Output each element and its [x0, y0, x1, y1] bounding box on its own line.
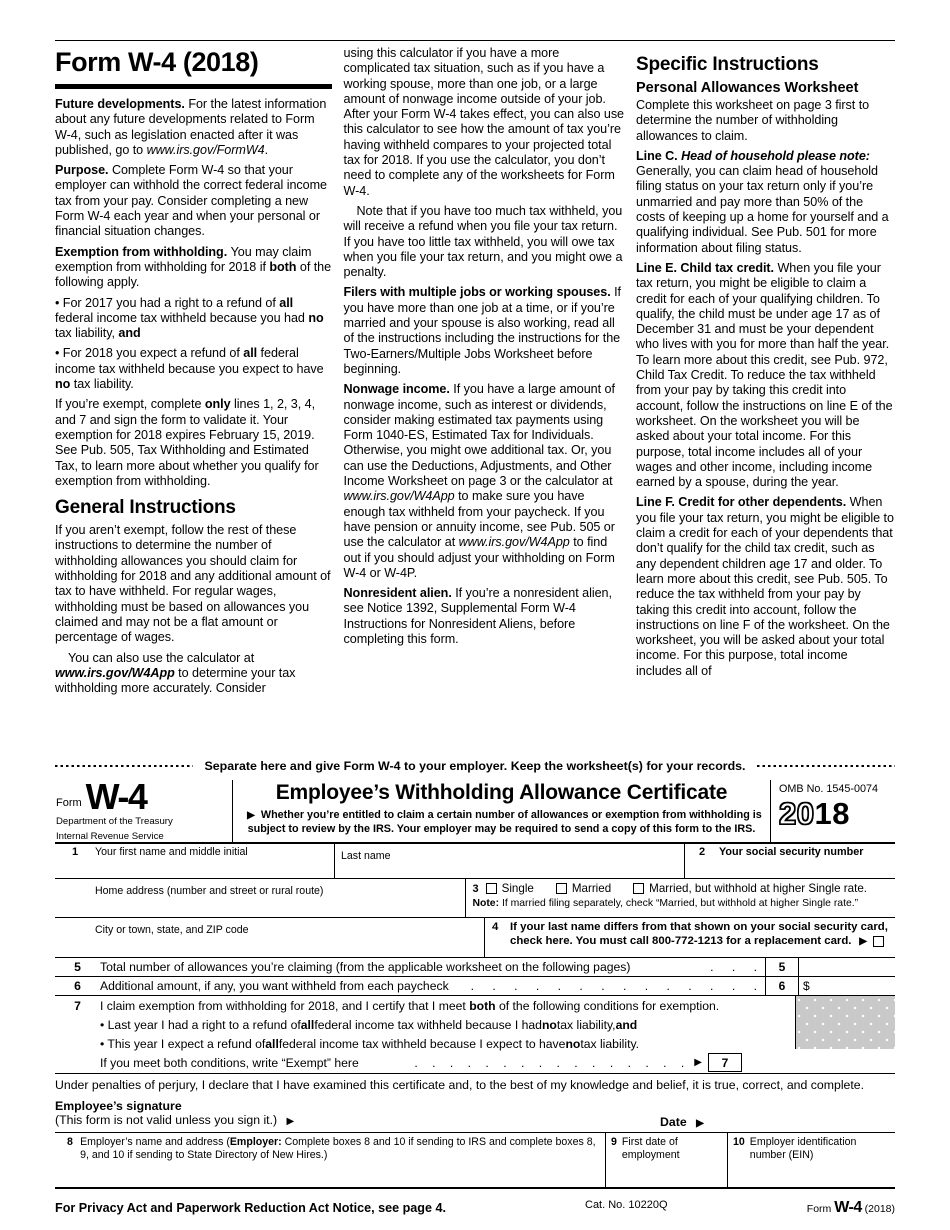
- line-4-text-b: check here. You must call 800-772-1213 for a replacement card.: [510, 935, 852, 947]
- city-label: City or town, state, and ZIP code: [95, 924, 249, 936]
- line-10-number: 10: [733, 1136, 745, 1148]
- line-7-box-number: 7: [708, 1053, 742, 1072]
- instruction-paragraph: Exemption from withholding. You may claim exemption from withholding for 2018 if both of the following apply.: [55, 244, 332, 290]
- checkbox-married[interactable]: [556, 883, 567, 894]
- instruction-paragraph: You can also use the calculator at www.irs.gov/W4App to determine your tax withholding more accurately. Consider: [55, 650, 296, 696]
- instruction-heading: General Instructions: [55, 497, 236, 519]
- home-address-label: Home address (number and street or rural route): [95, 885, 324, 897]
- exempt-field[interactable]: [742, 1053, 895, 1072]
- instruction-paragraph: using this calculator if you have a more complicated tax situation, such as if you have a working spouse, more than one job, or a large amount of nonwage income outside of your job. After your Form W-4 takes effect, you can also use this calculator to see how the amount of tax you’re having withheld compares to your projected total tax for 2018. If you use the calculator, you don’t need to complete any of the worksheets for Form W-4.: [343, 46, 625, 198]
- agency-line-2: Internal Revenue Service: [56, 830, 164, 842]
- arrow-icon: ▶: [286, 1116, 295, 1127]
- row-line-7: [55, 996, 895, 1074]
- row-line-6: [55, 977, 895, 996]
- employer-row: [55, 1133, 895, 1189]
- instructions-section: [55, 40, 895, 754]
- agency-line-1: Department of the Treasury: [56, 816, 173, 827]
- line-6-box-number: 6: [765, 977, 799, 995]
- married-higher-rate-label: Married, but withhold at higher Single rate.: [649, 882, 867, 895]
- separator-text: Separate here and give Form W-4 to your employer. Keep the worksheet(s) for your records.: [204, 759, 746, 773]
- instruction-paragraph: Future developments. For the latest information about any future developments related to Form W-4, such as legislation enacted after it was published, go to www.irs.gov/FormW4.: [55, 97, 327, 157]
- line-4-cell: [485, 918, 895, 957]
- instruction-paragraph: • For 2017 you had a right to a refund of all federal income tax withheld because you had no tax liability, and: [55, 295, 324, 341]
- instruction-heading: Specific Instructions: [636, 54, 819, 75]
- instruction-paragraph: If you aren’t exempt, follow the rest of these instructions to determine the number of withholding allowances you should claim for withholding for 2018 and any additional amount of tax to have withheld. For regular wages, withholding must be based on allowances you claimed and may not be a flat amount or percentage of wages.: [55, 523, 331, 645]
- footer-form-id: Form W-4 (2018): [806, 1199, 895, 1216]
- last-name-cell: [335, 844, 685, 878]
- line-3-number: 3: [472, 882, 479, 895]
- instruction-paragraph: • For 2018 you expect a refund of all federal income tax withheld because you expect to have no tax liability.: [55, 346, 324, 392]
- instruction-paragraph: Nonresident alien. If you’re a nonresident alien, see Notice 1392, Supplemental Form W-4 Instructions for Nonresident Aliens, before completing this form.: [343, 586, 612, 646]
- line-8-number: 8: [67, 1136, 73, 1148]
- separator-dashes-right: [757, 765, 895, 767]
- dollar-sign: $: [803, 979, 810, 993]
- signature-note: (This form is not valid unless you sign it.) ▶: [55, 1113, 295, 1127]
- ein-cell[interactable]: [727, 1133, 895, 1187]
- instructions-column-3: [636, 46, 895, 754]
- date-label: Date ▶: [660, 1115, 704, 1129]
- first-name-label: Your first name and middle initial: [95, 846, 248, 858]
- first-date-employment-label: First date of employment: [621, 1136, 680, 1161]
- checkbox-name-differs[interactable]: [873, 936, 884, 947]
- form-header: [55, 776, 895, 844]
- line-6-text: Additional amount, if any, you want withheld from each paycheck: [100, 979, 449, 993]
- filing-status-cell: [466, 879, 896, 917]
- instruction-paragraph: If you’re exempt, complete only lines 1, 2, 3, 4, and 7 and sign the form to validate it. Your exemption for 2018 expires February 15, 2019. See Pub. 505, Tax Withholding and Estimated Tax, to learn more about whether you qualify for exemption from withholding.: [55, 397, 319, 488]
- line-7-intro: I claim exemption from withholding for 2018, and I certify that I meet both of the following conditions for exemption.: [100, 998, 720, 1013]
- form-subtitle: ▶ Whether you’re entitled to claim a certain number of allowances or exemption from withholding is subject to review by the IRS. Your employer may be required to send a copy of this form to the IRS.: [247, 809, 762, 835]
- employee-signature-label: Employee’s signature: [55, 1099, 182, 1113]
- employer-name-address-cell[interactable]: [55, 1133, 605, 1187]
- instruction-heading: Form W-4 (2018): [55, 46, 332, 89]
- catalog-number: Cat. No. 10220Q: [585, 1199, 668, 1211]
- instruction-paragraph: Note that if you have too much tax withheld, you will receive a refund when you file your tax return. If you have too little tax withheld, you will owe tax when you file your tax return, and you might owe a penalty.: [343, 203, 623, 280]
- arrow-icon: ▶: [696, 1118, 704, 1129]
- instruction-paragraph: Line C. Head of household please note: Generally, you can claim head of household filing status on your tax return only if you’re unmarried and pay more than 50% of the costs of keeping up a home for yourself and a qualifying individual. See Pub. 501 for more information about filing status.: [636, 148, 889, 255]
- separator-row: [55, 758, 895, 774]
- checkbox-single[interactable]: [486, 883, 497, 894]
- line-7-number: 7: [74, 998, 81, 1013]
- line-7-bullet-1: • Last year I had a right to a refund of all federal income tax withheld because I had no tax liability, and: [100, 1017, 638, 1032]
- city-cell: [55, 918, 485, 957]
- form-number: W-4: [85, 776, 147, 817]
- separator-dashes-left: [55, 765, 193, 767]
- line-5-dot-leader: . . .: [710, 960, 757, 974]
- allowances-field[interactable]: [799, 958, 895, 976]
- page-footer: [55, 1189, 895, 1217]
- single-label: Single: [501, 882, 534, 895]
- line-7-dot-leader: . . . . . . . . . . . . . . . .: [414, 1055, 685, 1070]
- first-name-cell: [55, 844, 335, 878]
- ssn-label: Your social security number: [719, 846, 864, 858]
- line-5-text: Total number of allowances you’re claiming (from the applicable worksheet on the following pages): [100, 960, 631, 974]
- instruction-paragraph: Purpose. Complete Form W-4 so that your employer can withhold the correct federal income tax from your pay. Consider completing a new Form W-4 each year and when your personal or financial situation changes.: [55, 163, 328, 239]
- signature-row: [55, 1095, 895, 1133]
- employee-signature-field[interactable]: [325, 1103, 555, 1128]
- home-address-cell: [55, 879, 466, 917]
- arrow-icon: ▶: [247, 810, 255, 821]
- form-header-right: [770, 780, 895, 842]
- form-title: Employee’s Withholding Allowance Certificate: [275, 781, 728, 804]
- employer-name-address-label: Employer’s name and address (Employer: Complete boxes 8 and 10 if sending to IRS and complete boxes 8, 9, and 10 if sending to State Directory of New Hires.): [80, 1136, 596, 1162]
- line-5-number: 5: [74, 960, 81, 974]
- ssn-field[interactable]: [863, 846, 895, 878]
- instruction-paragraph: Filers with multiple jobs or working spouses. If you have more than one job at a time, or if you’re married and your spouse is also working, read all of the instructions including the instructions for the Two-Earners/Multiple Jobs Worksheet before beginning.: [343, 285, 622, 376]
- perjury-statement: Under penalties of perjury, I declare that I have examined this certificate and, to the best of my knowledge and belief, it is true, correct, and complete.: [55, 1078, 865, 1092]
- tax-year: 2018: [779, 796, 850, 831]
- row-line-5: [55, 958, 895, 977]
- arrow-icon: ▶: [859, 935, 867, 947]
- instruction-heading: Personal Allowances Worksheet: [636, 80, 859, 96]
- row-name-ssn: [55, 844, 895, 879]
- form-header-left: [55, 776, 233, 842]
- form-word: Form: [56, 797, 82, 809]
- first-name-field[interactable]: [248, 846, 334, 878]
- instructions-column-1: [55, 46, 332, 754]
- line-4-number: 4: [492, 921, 499, 933]
- line-6-number: 6: [74, 979, 81, 993]
- form-header-center: [233, 780, 770, 842]
- instruction-paragraph: Line E. Child tax credit. When you file your tax return, you might be eligible to claim a credit for each of your qualifying children. To qualify, the child must be under age 17 as of December 31 and must be your dependent who lives with you for more than half the year. To learn more about this credit, see Pub. 972, Child Tax Credit. To reduce the tax withheld from your pay by taking this credit into account, follow the instructions on line E of the worksheet. On the worksheet you will be asked about your total income. For this purpose, total income includes all of your wages and other income, including income earned by a spouse, during the year.: [636, 260, 893, 490]
- line-5-box-number: 5: [765, 958, 799, 976]
- additional-amount-field[interactable]: [799, 977, 895, 995]
- line-1-number: 1: [71, 846, 79, 858]
- first-date-employment-cell[interactable]: [605, 1133, 727, 1187]
- row-city-line4: [55, 918, 895, 958]
- arrow-icon: ▶: [694, 1057, 702, 1068]
- instruction-paragraph: Line F. Credit for other dependents. When you file your tax return, you might be eligible to claim a credit for each of your dependents that don’t qualify for the child tax credit, such as any dependent children age 17 and older. To learn more about this credit, see Pub. 505. To reduce the tax withheld from your pay by taking this credit into account, follow the instructions on line F of the worksheet. On the worksheet, you will be asked about your total income. For this purpose, total income includes all of: [636, 495, 894, 678]
- line-6-dot-leader: . . . . . . . . . . . . . .: [470, 979, 757, 993]
- line-4-text-a: If your last name differs from that shown on your social security card,: [510, 921, 888, 933]
- omb-number: OMB No. 1545-0074: [779, 783, 879, 795]
- ein-label: Employer identification number (EIN): [749, 1136, 857, 1161]
- last-name-label: Last name: [341, 850, 391, 862]
- line-7-exempt-text: If you meet both conditions, write “Exempt” here: [100, 1055, 359, 1070]
- instructions-column-2: [344, 46, 625, 754]
- ssn-cell: [685, 844, 895, 878]
- row-address-status: [55, 879, 895, 918]
- instruction-paragraph: Complete this worksheet on page 3 first to determine the number of withholding allowances to claim.: [636, 98, 870, 143]
- date-field[interactable]: [715, 1103, 895, 1128]
- checkbox-married-higher-rate[interactable]: [633, 883, 644, 894]
- instruction-paragraph: Nonwage income. If you have a large amount of nonwage income, such as interest or dividends, consider making estimated tax payments using Form 1040-ES, Estimated Tax for Individuals. Otherwise, you might owe additional tax. Or, you can use the Deductions, Adjustments, and Other Income Worksheet on page 3 or the calculator at www.irs.gov/W4App to make sure you have enough tax withheld from your paycheck. If you have pension or annuity income, see Pub. 505 or use the calculator at www.irs.gov/W4App to find out if you should adjust your withholding on Form W-4 or W-4P.: [343, 382, 615, 580]
- filing-status-note: Note: If married filing separately, check “Married, but withhold at higher Single rate.”: [472, 898, 859, 909]
- married-label: Married: [571, 882, 612, 895]
- line-7-bullet-2: • This year I expect a refund of all federal income tax withheld because I expect to have no tax liability.: [100, 1036, 640, 1051]
- line-2-number: 2: [698, 846, 706, 858]
- privacy-act-notice: For Privacy Act and Paperwork Reduction Act Notice, see page 4.: [55, 1201, 446, 1215]
- line-9-number: 9: [611, 1136, 617, 1148]
